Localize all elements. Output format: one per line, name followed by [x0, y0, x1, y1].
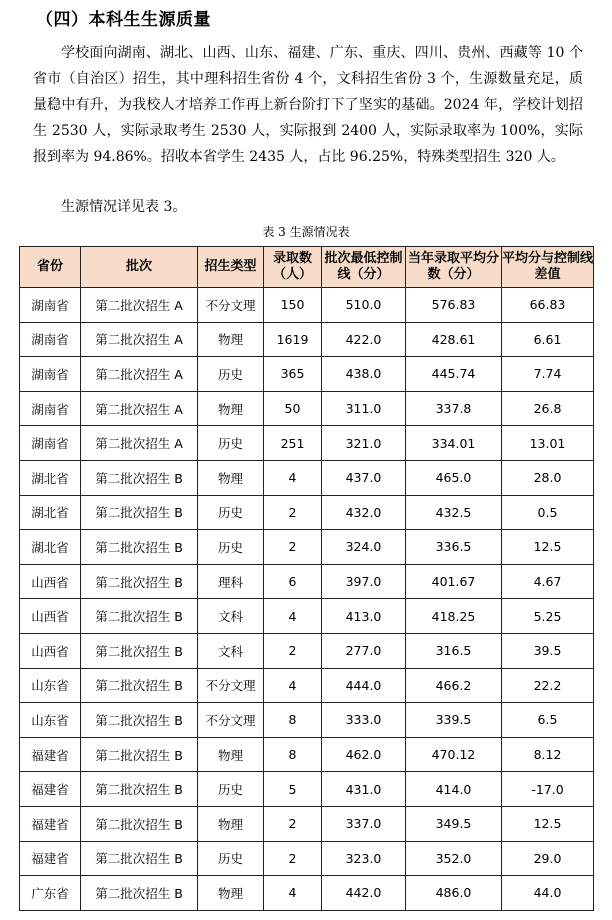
batch-cell: 第二批次招生 A — [81, 357, 198, 392]
avg-score-cell: 465.0 — [406, 460, 502, 495]
type-cell: 历史 — [198, 357, 264, 392]
type-cell: 不分文理 — [198, 668, 264, 703]
min-line-cell: 321.0 — [322, 426, 406, 461]
batch-cell: 第二批次招生 B — [81, 841, 198, 876]
province-cell: 福建省 — [20, 841, 81, 876]
diff-cell: 28.0 — [502, 460, 594, 495]
avg-score-cell: 466.2 — [406, 668, 502, 703]
province-cell: 湖南省 — [20, 391, 81, 426]
type-cell: 物理 — [198, 737, 264, 772]
province-cell: 山东省 — [20, 703, 81, 738]
avg-score-cell: 470.12 — [406, 737, 502, 772]
min-line-cell: 437.0 — [322, 460, 406, 495]
header-avg-score: 当年录取平均分数（分） — [406, 247, 502, 288]
province-cell: 山西省 — [20, 633, 81, 668]
min-line-cell: 438.0 — [322, 357, 406, 392]
type-cell: 历史 — [198, 495, 264, 530]
batch-cell: 第二批次招生 A — [81, 322, 198, 357]
province-cell: 湖南省 — [20, 322, 81, 357]
admitted-cell: 8 — [264, 703, 322, 738]
avg-score-cell: 334.01 — [406, 426, 502, 461]
batch-cell: 第二批次招生 B — [81, 806, 198, 841]
table-row — [20, 322, 594, 357]
source-table — [19, 246, 594, 911]
diff-cell: 44.0 — [502, 876, 594, 911]
type-cell: 物理 — [198, 460, 264, 495]
diff-cell: 0.5 — [502, 495, 594, 530]
type-cell: 历史 — [198, 530, 264, 565]
min-line-cell: 442.0 — [322, 876, 406, 911]
diff-cell: 6.5 — [502, 703, 594, 738]
diff-cell: 5.25 — [502, 599, 594, 634]
min-line-cell: 337.0 — [322, 806, 406, 841]
avg-score-cell: 414.0 — [406, 772, 502, 807]
admitted-cell: 365 — [264, 357, 322, 392]
avg-score-cell: 432.5 — [406, 495, 502, 530]
batch-cell: 第二批次招生 B — [81, 460, 198, 495]
type-cell: 物理 — [198, 322, 264, 357]
min-line-cell: 432.0 — [322, 495, 406, 530]
province-cell: 湖南省 — [20, 288, 81, 323]
table-reference-note: 生源情况详见表 3。 — [61, 199, 187, 215]
avg-score-cell: 445.74 — [406, 357, 502, 392]
min-line-cell: 311.0 — [322, 391, 406, 426]
diff-cell: 39.5 — [502, 633, 594, 668]
table-row — [20, 841, 594, 876]
diff-cell: 13.01 — [502, 426, 594, 461]
section-title: （四）本科生生源质量 — [36, 10, 211, 30]
diff-cell: 4.67 — [502, 564, 594, 599]
type-cell: 文科 — [198, 599, 264, 634]
table-row — [20, 460, 594, 495]
type-cell: 历史 — [198, 841, 264, 876]
batch-cell: 第二批次招生 B — [81, 772, 198, 807]
admitted-cell: 251 — [264, 426, 322, 461]
province-cell: 福建省 — [20, 737, 81, 772]
batch-cell: 第二批次招生 A — [81, 391, 198, 426]
admitted-cell: 4 — [264, 876, 322, 911]
batch-cell: 第二批次招生 B — [81, 599, 198, 634]
batch-cell: 第二批次招生 B — [81, 564, 198, 599]
type-cell: 理科 — [198, 564, 264, 599]
avg-score-cell: 576.83 — [406, 288, 502, 323]
batch-cell: 第二批次招生 A — [81, 426, 198, 461]
province-cell: 广东省 — [20, 876, 81, 911]
min-line-cell: 397.0 — [322, 564, 406, 599]
diff-cell: 22.2 — [502, 668, 594, 703]
body-paragraph — [33, 40, 583, 170]
province-cell: 湖南省 — [20, 357, 81, 392]
table-row — [20, 876, 594, 911]
admitted-cell: 6 — [264, 564, 322, 599]
table-header-row — [20, 247, 594, 288]
min-line-cell: 422.0 — [322, 322, 406, 357]
diff-cell: 6.61 — [502, 322, 594, 357]
province-cell: 福建省 — [20, 806, 81, 841]
table-row — [20, 737, 594, 772]
admitted-cell: 8 — [264, 737, 322, 772]
avg-score-cell: 418.25 — [406, 599, 502, 634]
diff-cell: 8.12 — [502, 737, 594, 772]
type-cell: 不分文理 — [198, 288, 264, 323]
batch-cell: 第二批次招生 B — [81, 633, 198, 668]
min-line-cell: 333.0 — [322, 703, 406, 738]
batch-cell: 第二批次招生 B — [81, 703, 198, 738]
paragraph-text: 学校面向湖南、湖北、山西、山东、福建、广东、重庆、四川、贵州、西藏等 10 个省市（自治区）招生，其中理科招生省份 4 个，文科招生省份 3 个，生源数量充足，质量稳中有升，为我校人才培养工作再上新台阶打下了坚实的基础。2024 年，学校计划招生 2530 人，实际录取考生 2530 人，实际报到 2400 人，实际录取率为 100%，实际报到率为 94.86%。招收本省学生 2435 人，占比 96.25%，特殊类型招生 320 人。 — [33, 45, 583, 165]
admitted-cell: 5 — [264, 772, 322, 807]
admitted-cell: 4 — [264, 460, 322, 495]
province-cell: 湖北省 — [20, 530, 81, 565]
type-cell: 文科 — [198, 633, 264, 668]
table-row — [20, 599, 594, 634]
admitted-cell: 2 — [264, 495, 322, 530]
table-row — [20, 288, 594, 323]
diff-cell: 66.83 — [502, 288, 594, 323]
avg-score-cell: 352.0 — [406, 841, 502, 876]
header-admitted: 录取数（人） — [264, 247, 322, 288]
table-row — [20, 495, 594, 530]
table-row — [20, 426, 594, 461]
min-line-cell: 431.0 — [322, 772, 406, 807]
header-diff: 平均分与控制线差值 — [502, 247, 594, 288]
diff-cell: 29.0 — [502, 841, 594, 876]
min-line-cell: 324.0 — [322, 530, 406, 565]
type-cell: 物理 — [198, 391, 264, 426]
batch-cell: 第二批次招生 A — [81, 288, 198, 323]
table-row — [20, 668, 594, 703]
type-cell: 历史 — [198, 426, 264, 461]
batch-cell: 第二批次招生 B — [81, 668, 198, 703]
header-province: 省份 — [20, 247, 81, 288]
province-cell: 湖南省 — [20, 426, 81, 461]
province-cell: 湖北省 — [20, 495, 81, 530]
table-caption: 表 3 生源情况表 — [262, 225, 350, 239]
type-cell: 不分文理 — [198, 703, 264, 738]
admitted-cell: 2 — [264, 806, 322, 841]
header-type: 招生类型 — [198, 247, 264, 288]
min-line-cell: 277.0 — [322, 633, 406, 668]
province-cell: 湖北省 — [20, 460, 81, 495]
avg-score-cell: 349.5 — [406, 806, 502, 841]
min-line-cell: 413.0 — [322, 599, 406, 634]
province-cell: 山西省 — [20, 599, 81, 634]
type-cell: 历史 — [198, 772, 264, 807]
table-row — [20, 772, 594, 807]
table-row — [20, 530, 594, 565]
table-row — [20, 806, 594, 841]
type-cell: 物理 — [198, 806, 264, 841]
min-line-cell: 323.0 — [322, 841, 406, 876]
avg-score-cell: 316.5 — [406, 633, 502, 668]
admitted-cell: 2 — [264, 633, 322, 668]
diff-cell: 12.5 — [502, 806, 594, 841]
admitted-cell: 2 — [264, 841, 322, 876]
batch-cell: 第二批次招生 B — [81, 495, 198, 530]
province-cell: 山西省 — [20, 564, 81, 599]
avg-score-cell: 337.8 — [406, 391, 502, 426]
admitted-cell: 150 — [264, 288, 322, 323]
batch-cell: 第二批次招生 B — [81, 876, 198, 911]
type-cell: 物理 — [198, 876, 264, 911]
avg-score-cell: 336.5 — [406, 530, 502, 565]
avg-score-cell: 428.61 — [406, 322, 502, 357]
header-min-line: 批次最低控制线（分） — [322, 247, 406, 288]
min-line-cell: 462.0 — [322, 737, 406, 772]
admitted-cell: 4 — [264, 668, 322, 703]
table-body — [20, 288, 594, 911]
avg-score-cell: 401.67 — [406, 564, 502, 599]
table-row — [20, 564, 594, 599]
province-cell: 福建省 — [20, 772, 81, 807]
admitted-cell: 1619 — [264, 322, 322, 357]
avg-score-cell: 339.5 — [406, 703, 502, 738]
diff-cell: -17.0 — [502, 772, 594, 807]
table-row — [20, 357, 594, 392]
min-line-cell: 444.0 — [322, 668, 406, 703]
province-cell: 山东省 — [20, 668, 81, 703]
admitted-cell: 50 — [264, 391, 322, 426]
admitted-cell: 4 — [264, 599, 322, 634]
min-line-cell: 510.0 — [322, 288, 406, 323]
diff-cell: 12.5 — [502, 530, 594, 565]
header-batch: 批次 — [81, 247, 198, 288]
table-row — [20, 391, 594, 426]
batch-cell: 第二批次招生 B — [81, 737, 198, 772]
diff-cell: 26.8 — [502, 391, 594, 426]
avg-score-cell: 486.0 — [406, 876, 502, 911]
batch-cell: 第二批次招生 B — [81, 530, 198, 565]
table-row — [20, 633, 594, 668]
table-row — [20, 703, 594, 738]
diff-cell: 7.74 — [502, 357, 594, 392]
admitted-cell: 2 — [264, 530, 322, 565]
